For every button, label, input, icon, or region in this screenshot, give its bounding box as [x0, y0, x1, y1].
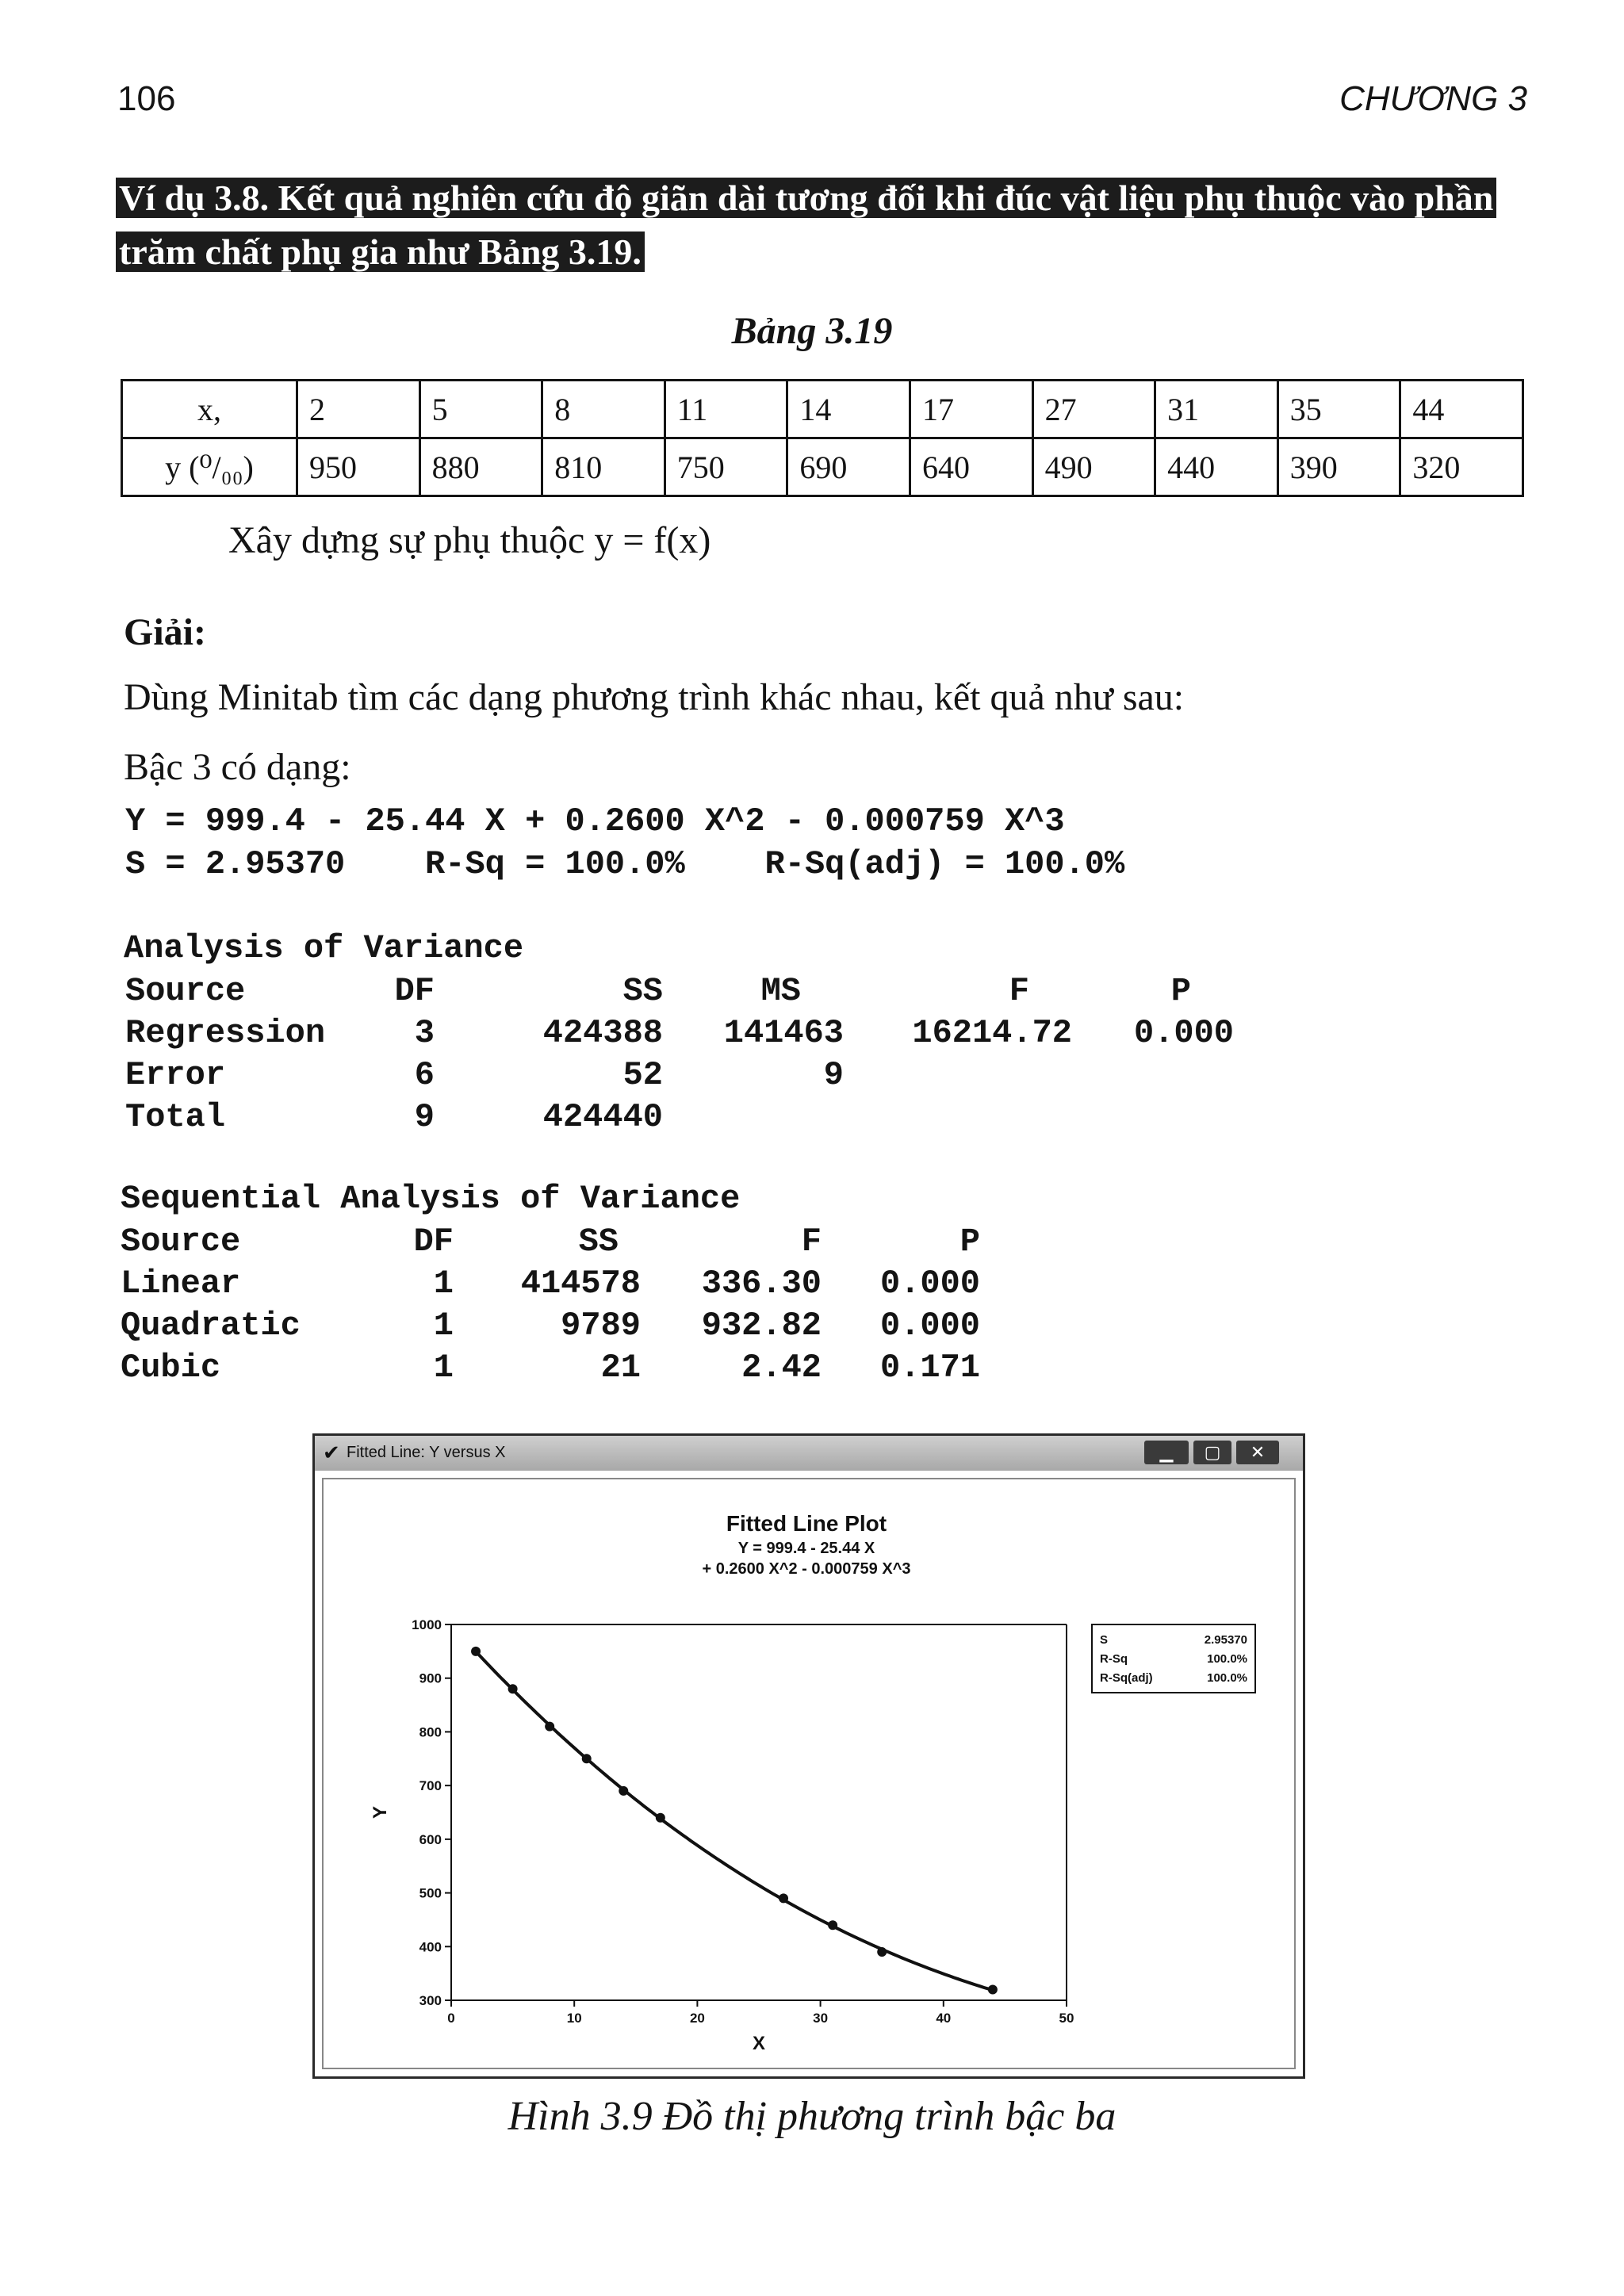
chart-subtitle: Y = 999.4 - 25.44 X: [737, 1540, 875, 1557]
data-point: [619, 1786, 628, 1796]
anova-header-f: F: [1009, 972, 1029, 1010]
data-point: [471, 1647, 481, 1656]
seq-header-f: F: [801, 1223, 822, 1261]
anova-row-source: Total: [125, 1098, 226, 1136]
anova-row-ss: 424440: [542, 1098, 663, 1136]
seq-anova-title: Sequential Analysis of Variance: [121, 1180, 741, 1218]
anova-header-ss: SS: [622, 972, 663, 1010]
stats-value: 100.0%: [1207, 1652, 1247, 1666]
chart-subtitle: + 0.2600 X^2 - 0.000759 X^3: [702, 1560, 911, 1578]
table-cell-x: 8: [542, 381, 665, 438]
y-tick-label: 400: [419, 1939, 442, 1955]
y-tick-label: 1000: [412, 1617, 442, 1632]
window-title: Fitted Line: Y versus X: [347, 1444, 506, 1461]
table-caption: Bảng 3.19: [731, 310, 893, 352]
check-icon: ✔: [323, 1441, 340, 1464]
seq-row-p: 0.000: [879, 1265, 980, 1303]
anova-row-df: 6: [414, 1056, 435, 1094]
seq-header-p: P: [959, 1223, 980, 1261]
seq-row-f: 336.30: [701, 1265, 822, 1303]
seq-row-f: 2.42: [741, 1349, 822, 1387]
table-row-x: [122, 381, 1523, 438]
seq-row-source: Quadratic: [121, 1307, 301, 1345]
anova-row-source: Regression: [125, 1014, 326, 1052]
close-button[interactable]: ✕: [1236, 1441, 1279, 1464]
table-cell-x: 27: [1032, 381, 1155, 438]
seq-row-df: 1: [433, 1349, 454, 1387]
anova-header-df: DF: [394, 972, 435, 1010]
x-tick-label: 0: [447, 2011, 455, 2026]
table-cell-y: 880: [419, 438, 542, 496]
fitted-line-window: [312, 1433, 1305, 2079]
seq-row-p: 0.171: [879, 1349, 980, 1387]
table-cell-y: 750: [665, 438, 787, 496]
seq-header-df: DF: [413, 1223, 454, 1261]
anova-row-ss: 52: [622, 1056, 663, 1094]
data-point: [656, 1813, 665, 1823]
table-cell-y: 950: [297, 438, 420, 496]
data-point: [877, 1947, 887, 1957]
x-tick-label: 50: [1059, 2011, 1074, 2026]
table-row-y: [122, 438, 1523, 496]
x-tick-label: 20: [689, 2011, 705, 2026]
anova-row-df: 3: [414, 1014, 435, 1052]
stats-label: R-Sq: [1100, 1652, 1128, 1666]
table-cell-y: 640: [910, 438, 1032, 496]
seq-header-source: Source: [121, 1223, 241, 1261]
seq-row-source: Cubic: [121, 1349, 221, 1387]
fitted-curve: [476, 1651, 993, 1990]
seq-row-df: 1: [433, 1265, 454, 1303]
y-tick-label: 900: [419, 1670, 442, 1686]
example-intro-text: Ví dụ 3.8. Kết quả nghiên cứu độ giãn dài tương đối khi đúc vật liệu phụ thuộc vào phần trăm chất phụ gia như Bảng 3.19.: [116, 178, 1496, 272]
anova-title: Analysis of Variance: [124, 929, 524, 967]
table-cell-x: 5: [419, 381, 542, 438]
anova-header-ms: MS: [760, 972, 801, 1010]
anova-row-p: 0.000: [1133, 1014, 1234, 1052]
anova-header-p: P: [1170, 972, 1191, 1010]
data-point: [582, 1754, 592, 1763]
example-intro: [116, 171, 1527, 279]
maximize-button[interactable]: ▢: [1193, 1441, 1231, 1464]
data-table: [121, 379, 1524, 497]
page-number: 106: [117, 79, 176, 118]
anova-row-ms: 141463: [723, 1014, 844, 1052]
seq-row-f: 932.82: [701, 1307, 822, 1345]
data-point: [779, 1893, 788, 1903]
table-cell-y: 320: [1400, 438, 1523, 496]
table-cell-x: 44: [1400, 381, 1523, 438]
y-tick-label: 700: [419, 1778, 442, 1794]
table-cell-x: 35: [1277, 381, 1400, 438]
seq-row-source: Linear: [121, 1265, 241, 1303]
y-tick-label: 600: [419, 1831, 442, 1847]
data-point: [545, 1722, 554, 1732]
seq-row-p: 0.000: [879, 1307, 980, 1345]
seq-row-df: 1: [433, 1307, 454, 1345]
table-cell-x: 31: [1155, 381, 1278, 438]
x-axis-label: X: [752, 2033, 766, 2054]
chapter-header: CHƯƠNG 3: [1339, 79, 1527, 118]
solution-text: Dùng Minitab tìm các dạng phương trình khác nhau, kết quả như sau:: [124, 676, 1185, 718]
row-y-label: y (⁰/₀₀): [122, 438, 297, 496]
seq-row-ss: 21: [600, 1349, 641, 1387]
task-statement: Xây dựng sự phụ thuộc y = f(x): [228, 519, 711, 561]
table-cell-y: 390: [1277, 438, 1400, 496]
figure-caption: Hình 3.9 Đồ thị phương trình bậc ba: [508, 2094, 1116, 2139]
stats-label: S: [1100, 1633, 1109, 1647]
x-tick-label: 10: [566, 2011, 582, 2026]
anova-row-source: Error: [125, 1056, 226, 1094]
chart-title: Fitted Line Plot: [726, 1511, 887, 1536]
x-tick-label: 40: [936, 2011, 952, 2026]
seq-header-ss: SS: [578, 1223, 619, 1261]
anova-row-ss: 424388: [542, 1014, 663, 1052]
row-x-label: x,: [122, 381, 297, 438]
table-cell-x: 2: [297, 381, 420, 438]
table-cell-x: 11: [665, 381, 787, 438]
anova-row-ms: 9: [823, 1056, 844, 1094]
window-titlebar: [315, 1436, 1303, 1471]
data-point: [988, 1984, 998, 1994]
table-cell-y: 490: [1032, 438, 1155, 496]
x-tick-label: 30: [813, 2011, 829, 2026]
solution-label: Giải:: [124, 611, 206, 653]
anova-row-df: 9: [414, 1098, 435, 1136]
data-point: [828, 1920, 837, 1930]
anova-header-source: Source: [125, 972, 246, 1010]
y-axis-label: Y: [370, 1805, 391, 1820]
y-tick-label: 300: [419, 1993, 442, 2008]
minimize-button[interactable]: ▁: [1144, 1441, 1189, 1464]
stats-value: 100.0%: [1207, 1671, 1247, 1685]
cubic-label: Bậc 3 có dạng:: [124, 746, 351, 788]
fitted-line-plot: [315, 1471, 1303, 2076]
regression-equation: Y = 999.4 - 25.44 X + 0.2600 X^2 - 0.000759 X^3: [125, 802, 1065, 840]
table-cell-x: 17: [910, 381, 1032, 438]
stats-label: R-Sq(adj): [1100, 1671, 1153, 1685]
data-point: [508, 1684, 518, 1693]
y-tick-label: 500: [419, 1885, 442, 1901]
anova-row-f: 16214.72: [912, 1014, 1072, 1052]
table-cell-y: 810: [542, 438, 665, 496]
table-cell-y: 690: [787, 438, 910, 496]
regression-stats: S = 2.95370 R-Sq = 100.0% R-Sq(adj) = 100.0%: [125, 845, 1125, 883]
table-cell-y: 440: [1155, 438, 1278, 496]
seq-row-ss: 414578: [520, 1265, 641, 1303]
seq-row-ss: 9789: [561, 1307, 641, 1345]
stats-value: 2.95370: [1204, 1633, 1247, 1647]
table-cell-x: 14: [787, 381, 910, 438]
y-tick-label: 800: [419, 1724, 442, 1740]
